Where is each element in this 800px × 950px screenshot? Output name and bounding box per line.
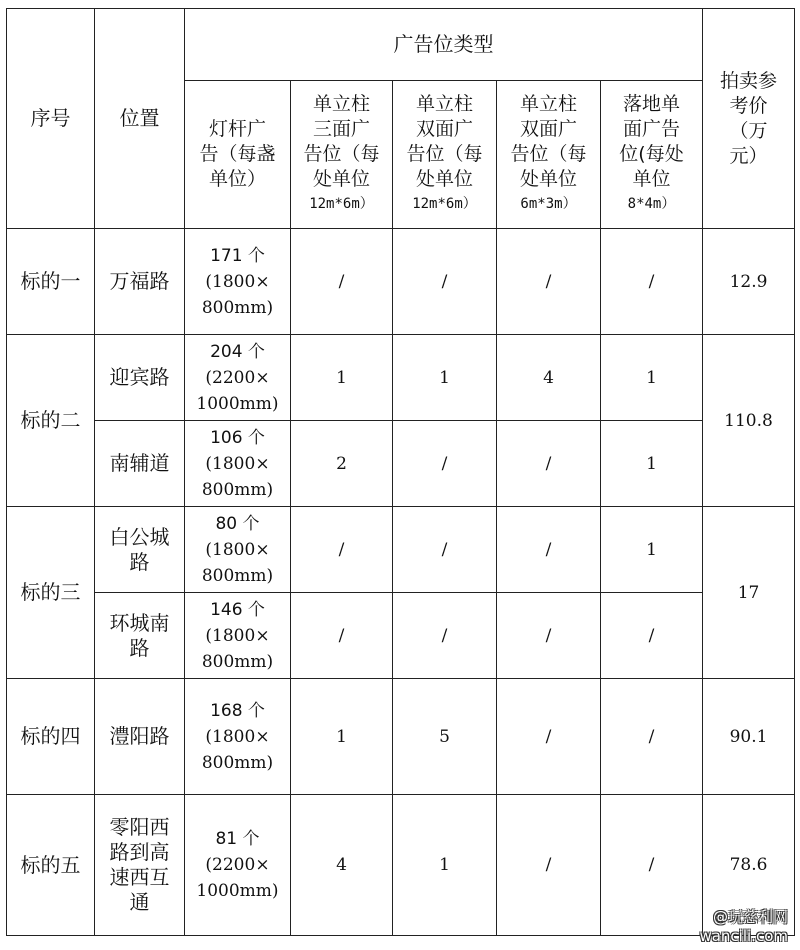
header-seq: 序号 (7, 9, 95, 229)
lamp-cell (185, 679, 291, 795)
value-cell: 1 (291, 679, 393, 795)
value-cell: / (601, 593, 703, 679)
price-cell: 78.6 (703, 795, 795, 936)
value-cell: / (393, 229, 497, 335)
location-line: 南辅道 (109, 451, 170, 475)
header-type-line: 双面广 (415, 118, 473, 140)
value-cell: 1 (601, 421, 703, 507)
header-type-dim: 8*4m） (627, 196, 676, 212)
location-line: 路 (129, 549, 150, 574)
lamp-cell (185, 593, 291, 679)
header-type-line: 单立柱 (312, 93, 370, 115)
lamp-line: 1000mm) (196, 393, 279, 414)
value-cell: / (497, 507, 601, 593)
lamp-line: 171 个 (210, 245, 265, 266)
header-price (703, 9, 795, 229)
header-type-line: 告位（每 (406, 143, 483, 165)
table-row (7, 229, 795, 335)
location-line: 通 (129, 890, 150, 914)
location-line: 环城南 (109, 610, 170, 635)
lot-name: 标的二 (7, 335, 95, 507)
price-cell: 90.1 (703, 679, 795, 795)
table-row (7, 421, 795, 507)
header-type-column-three-face (291, 81, 393, 229)
watermark-line: wancili.com (699, 927, 788, 945)
lamp-line: (2200× (205, 367, 270, 388)
location-line: 迎宾路 (109, 365, 170, 389)
lot-name: 标的一 (7, 229, 95, 335)
header-type-line: 面广告 (623, 118, 681, 140)
header-type-line: 灯杆广 (208, 118, 266, 140)
value-cell: / (601, 679, 703, 795)
value-cell: 1 (393, 335, 497, 421)
ad-auction-table (6, 8, 795, 936)
header-type-line: 告位（每 (510, 143, 587, 165)
lamp-line: 146 个 (210, 599, 265, 620)
table-row (7, 593, 795, 679)
value-cell: / (497, 795, 601, 936)
lamp-line: 800mm) (201, 297, 274, 318)
lamp-line: 168 个 (210, 700, 265, 721)
value-cell: / (291, 507, 393, 593)
value-cell: 1 (393, 795, 497, 936)
header-type-line: 位(每处 (619, 143, 684, 165)
lamp-line: 106 个 (210, 427, 265, 448)
lamp-cell (185, 335, 291, 421)
value-cell: / (291, 229, 393, 335)
lot-name: 标的五 (7, 795, 95, 936)
price-cell: 110.8 (703, 335, 795, 507)
lot-name: 标的三 (7, 507, 95, 679)
header-type-line: 落地单 (623, 93, 681, 115)
lamp-cell (185, 507, 291, 593)
value-cell: / (601, 229, 703, 335)
lamp-line: 800mm) (201, 565, 274, 586)
table-row (7, 679, 795, 795)
price-cell: 12.9 (703, 229, 795, 335)
header-price-line: 拍卖参 (720, 69, 778, 92)
header-type-line: 处单位 (312, 168, 370, 190)
value-cell: / (393, 507, 497, 593)
watermark (699, 908, 788, 946)
location-cell (95, 507, 185, 593)
table-row (7, 335, 795, 421)
value-cell: / (497, 593, 601, 679)
watermark-line: @玩慈利网 (712, 908, 788, 926)
header-type-line: 单立柱 (415, 93, 473, 115)
header-type-line: 单位） (208, 168, 266, 190)
lamp-line: (1800× (205, 726, 270, 747)
lamp-line: 800mm) (201, 651, 274, 672)
lamp-line: (1800× (205, 539, 270, 560)
header-location: 位置 (95, 9, 185, 229)
header-price-line: （万 (729, 119, 768, 142)
location-cell (95, 795, 185, 936)
lamp-line: 80 个 (215, 513, 260, 534)
lamp-line: 204 个 (210, 341, 265, 362)
lamp-line: 1000mm) (196, 881, 279, 901)
header-price-line: 考价 (729, 94, 768, 117)
location-line: 速西互 (109, 865, 170, 889)
value-cell: 4 (291, 795, 393, 936)
value-cell: / (601, 795, 703, 936)
header-type-lamp (185, 81, 291, 229)
value-cell: / (497, 679, 601, 795)
value-cell: 1 (601, 507, 703, 593)
location-cell (95, 229, 185, 335)
table-row (7, 795, 795, 936)
header-type-dim: 6m*3m） (520, 196, 577, 212)
header-type-column-double-large (393, 81, 497, 229)
location-line: 路到高 (109, 840, 170, 864)
lamp-line: (2200× (205, 855, 270, 875)
header-type-line: 单位 (632, 168, 671, 190)
value-cell: 4 (497, 335, 601, 421)
header-type-line: 双面广 (519, 118, 577, 140)
location-cell (95, 679, 185, 795)
location-line: 万福路 (109, 269, 170, 293)
lamp-line: (1800× (205, 625, 270, 646)
header-price-line: 元） (729, 144, 768, 167)
value-cell: 2 (291, 421, 393, 507)
header-type-line: 三面广 (312, 118, 370, 140)
location-cell (95, 335, 185, 421)
location-line: 零阳西 (109, 815, 170, 839)
value-cell: 5 (393, 679, 497, 795)
lamp-line: 81 个 (215, 829, 260, 849)
location-line: 白公城 (109, 524, 170, 549)
lot-name: 标的四 (7, 679, 95, 795)
header-type-line: 处单位 (415, 168, 473, 190)
lamp-line: 800mm) (201, 752, 274, 773)
header-ad-type: 广告位类型 (185, 9, 703, 81)
header-type-line: 处单位 (519, 168, 577, 190)
lamp-cell (185, 795, 291, 936)
lamp-line: 800mm) (201, 479, 274, 500)
lamp-cell (185, 421, 291, 507)
lamp-cell (185, 229, 291, 335)
value-cell: 1 (291, 335, 393, 421)
value-cell: / (497, 421, 601, 507)
header-type-line: 单立柱 (519, 93, 577, 115)
location-line: 路 (129, 635, 150, 660)
header-type-line: 告（每盏 (199, 143, 276, 165)
header-type-dim: 12m*6m） (309, 196, 374, 212)
value-cell: / (393, 593, 497, 679)
value-cell: 1 (601, 335, 703, 421)
lamp-line: (1800× (205, 271, 270, 292)
value-cell: / (497, 229, 601, 335)
header-type-dim: 12m*6m） (412, 196, 477, 212)
value-cell: / (393, 421, 497, 507)
value-cell: / (291, 593, 393, 679)
header-type-column-double-small (497, 81, 601, 229)
price-cell: 17 (703, 507, 795, 679)
location-cell (95, 593, 185, 679)
location-cell (95, 421, 185, 507)
table-row (7, 507, 795, 593)
header-type-line: 告位（每 (303, 143, 380, 165)
lamp-line: (1800× (205, 453, 270, 474)
location-line: 澧阳路 (109, 724, 170, 748)
header-type-floor-single (601, 81, 703, 229)
